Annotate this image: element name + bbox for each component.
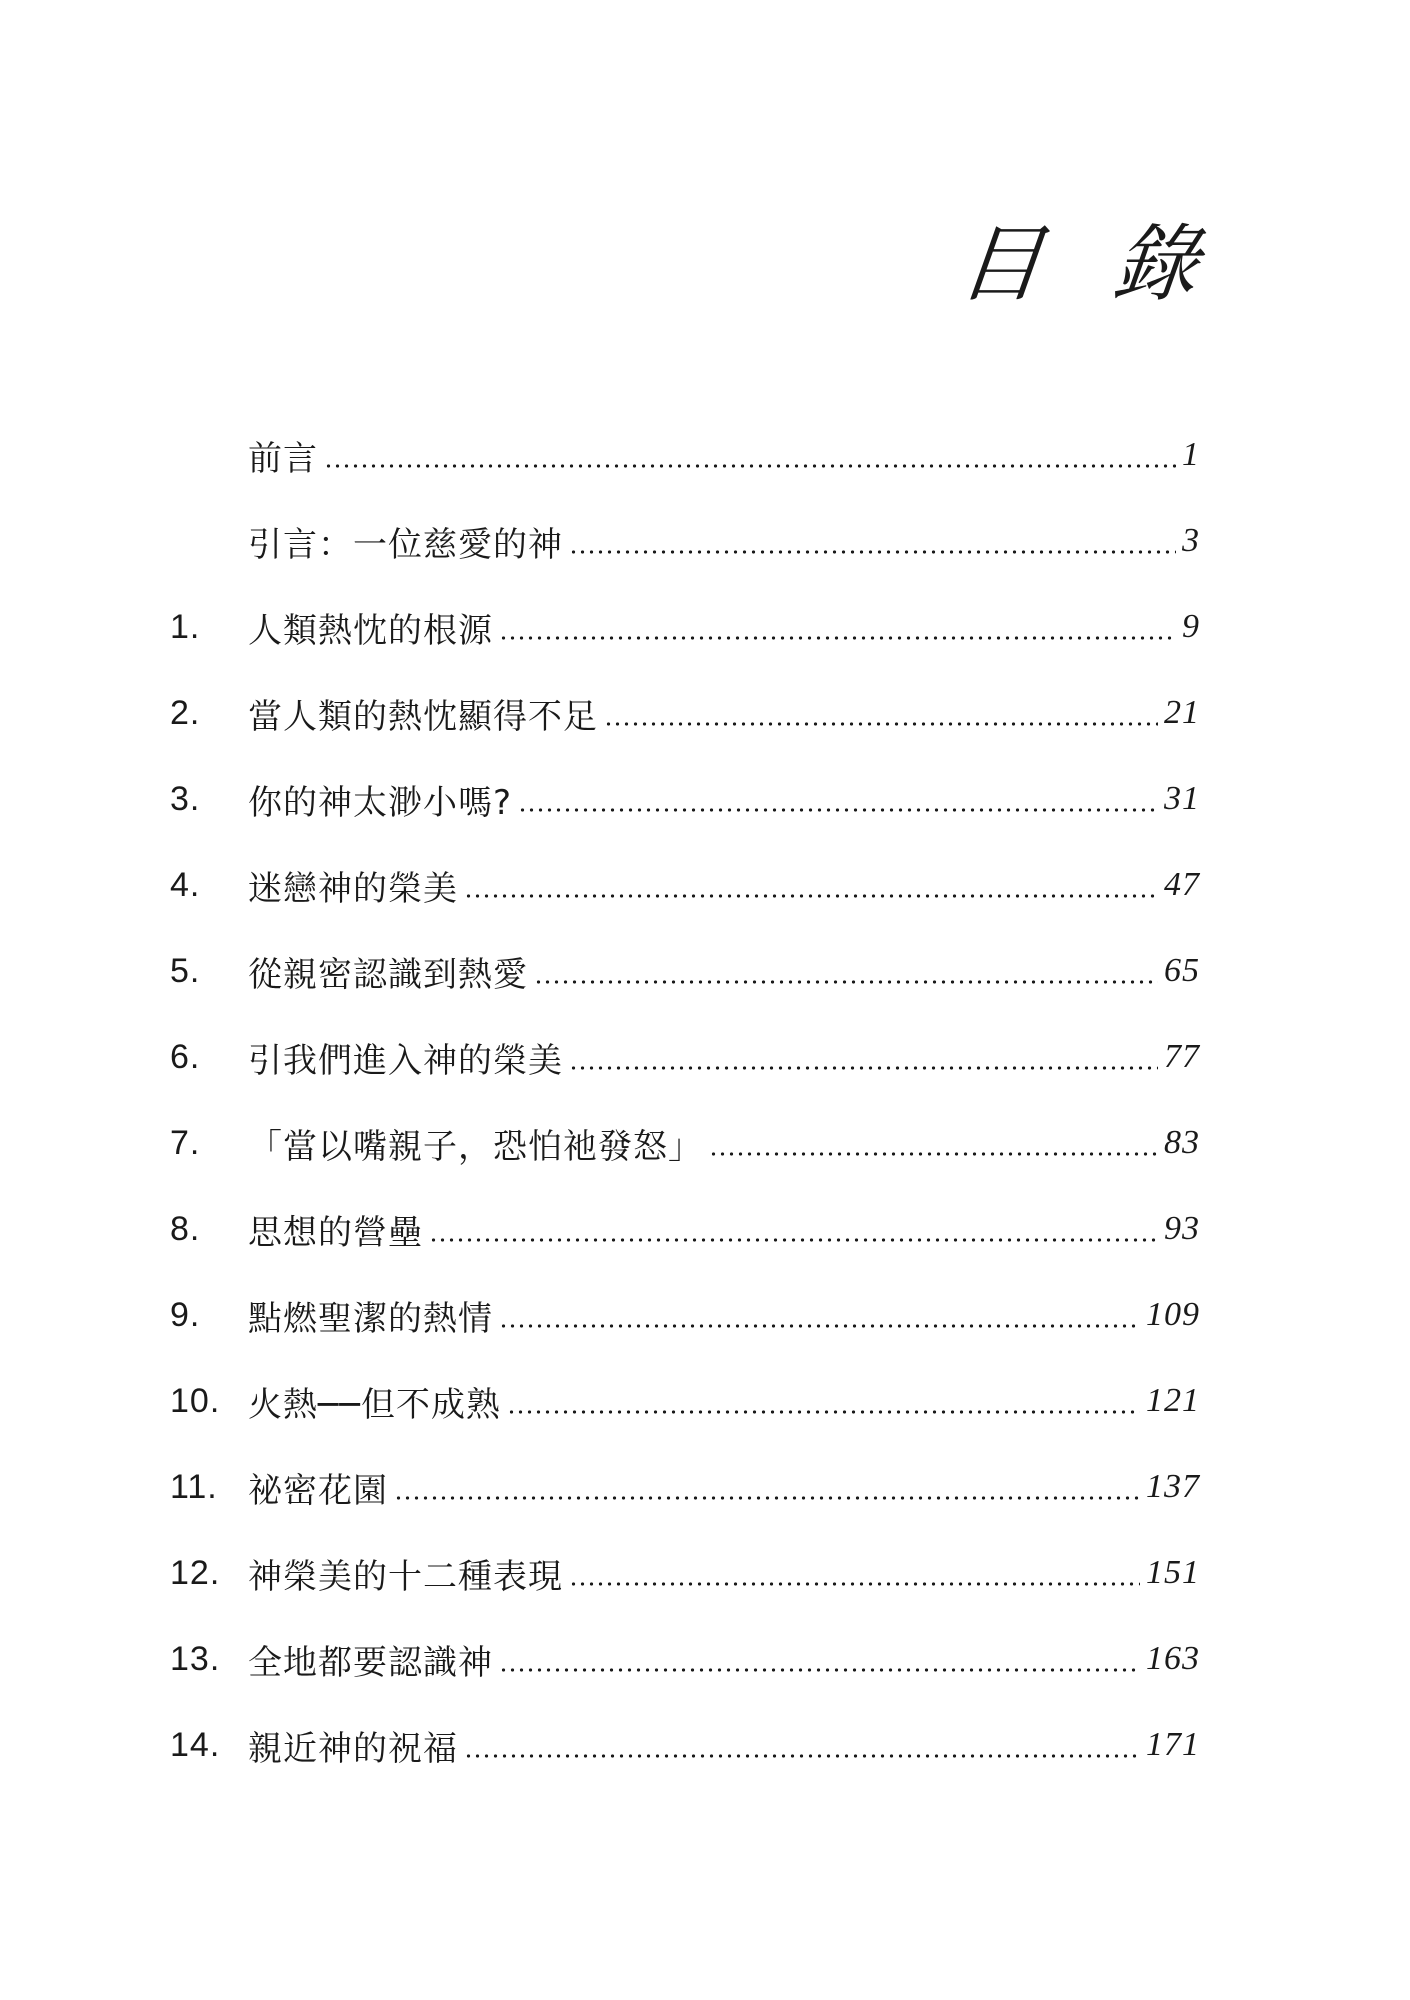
entry-number: 14. xyxy=(170,1725,221,1764)
dot-leader xyxy=(499,1668,1140,1672)
toc-entry[interactable] xyxy=(170,941,1200,1001)
entry-number: 13. xyxy=(170,1639,221,1678)
entry-title: 祕密花園 xyxy=(248,1470,388,1511)
page-title: 目 錄 xyxy=(954,215,1226,313)
entry-number: 4. xyxy=(170,865,201,904)
entry-title: 引我們進入神的榮美 xyxy=(248,1040,563,1081)
toc-entry[interactable] xyxy=(170,511,1200,571)
entry-page-number: 151 xyxy=(1146,1554,1200,1591)
toc-entry[interactable] xyxy=(170,1285,1200,1345)
toc-entry[interactable] xyxy=(170,1113,1200,1173)
entry-number: 12. xyxy=(170,1553,221,1592)
entry-title: 從親密認識到熱愛 xyxy=(248,954,528,995)
entry-page-number: 65 xyxy=(1164,952,1200,989)
dot-leader xyxy=(569,1066,1158,1070)
entry-page-number: 47 xyxy=(1164,866,1200,903)
entry-page-number: 9 xyxy=(1182,608,1200,645)
dot-leader xyxy=(394,1496,1140,1500)
entry-title: 點燃聖潔的熱情 xyxy=(248,1298,493,1339)
entry-number: 1. xyxy=(170,607,201,646)
dot-leader xyxy=(569,550,1176,554)
dot-leader xyxy=(518,808,1158,812)
entry-number: 6. xyxy=(170,1037,201,1076)
toc-entry[interactable] xyxy=(170,855,1200,915)
entry-title: 全地都要認識神 xyxy=(248,1642,493,1683)
dot-leader xyxy=(534,980,1158,984)
dot-leader xyxy=(604,722,1158,726)
entry-page-number: 137 xyxy=(1146,1468,1200,1505)
toc-entry[interactable] xyxy=(170,1027,1200,1087)
dot-leader xyxy=(464,1754,1140,1758)
toc-entry[interactable] xyxy=(170,1199,1200,1259)
entry-page-number: 121 xyxy=(1146,1382,1200,1419)
dot-leader xyxy=(499,636,1176,640)
entry-title: 親近神的祝福 xyxy=(248,1728,458,1769)
entry-title: 火熱──但不成熟 xyxy=(248,1384,501,1425)
entry-title: 「當以嘴親子，恐怕祂發怒」 xyxy=(248,1126,703,1167)
entry-number: 11. xyxy=(170,1467,218,1506)
entry-page-number: 3 xyxy=(1182,522,1200,559)
entry-number: 2. xyxy=(170,693,201,732)
entry-page-number: 31 xyxy=(1164,780,1200,817)
entry-number: 10. xyxy=(170,1381,221,1420)
entry-title: 當人類的熱忱顯得不足 xyxy=(248,696,598,737)
toc-entry[interactable] xyxy=(170,425,1200,485)
entry-number: 8. xyxy=(170,1209,201,1248)
entry-page-number: 171 xyxy=(1146,1726,1200,1763)
entry-number: 7. xyxy=(170,1123,201,1162)
entry-title: 前言 xyxy=(248,438,318,479)
toc-entry[interactable] xyxy=(170,597,1200,657)
entry-page-number: 109 xyxy=(1146,1296,1200,1333)
dot-leader xyxy=(324,464,1176,468)
entry-number: 3. xyxy=(170,779,201,818)
entry-page-number: 1 xyxy=(1182,436,1200,473)
toc-entry[interactable] xyxy=(170,769,1200,829)
entry-title: 神榮美的十二種表現 xyxy=(248,1556,563,1597)
dot-leader xyxy=(569,1582,1140,1586)
dot-leader xyxy=(429,1238,1158,1242)
entry-page-number: 21 xyxy=(1164,694,1200,731)
entry-title: 思想的營壘 xyxy=(248,1212,423,1253)
entry-page-number: 93 xyxy=(1164,1210,1200,1247)
dot-leader xyxy=(709,1152,1158,1156)
toc-entry[interactable] xyxy=(170,683,1200,743)
toc-entry[interactable] xyxy=(170,1457,1200,1517)
entry-title: 迷戀神的榮美 xyxy=(248,868,458,909)
entry-title: 人類熱忱的根源 xyxy=(248,610,493,651)
dot-leader xyxy=(464,894,1158,898)
dot-leader xyxy=(499,1324,1140,1328)
entry-number: 5. xyxy=(170,951,201,990)
dot-leader xyxy=(507,1410,1140,1414)
entry-page-number: 163 xyxy=(1146,1640,1200,1677)
entry-page-number: 77 xyxy=(1164,1038,1200,1075)
toc-entry[interactable] xyxy=(170,1629,1200,1689)
entry-title: 你的神太渺小嗎? xyxy=(248,782,513,823)
toc-entry[interactable] xyxy=(170,1371,1200,1431)
toc-entry[interactable] xyxy=(170,1543,1200,1603)
entry-page-number: 83 xyxy=(1164,1124,1200,1161)
entry-number: 9. xyxy=(170,1295,201,1334)
toc-entry[interactable] xyxy=(170,1715,1200,1775)
entry-title: 引言：一位慈愛的神 xyxy=(248,524,563,565)
